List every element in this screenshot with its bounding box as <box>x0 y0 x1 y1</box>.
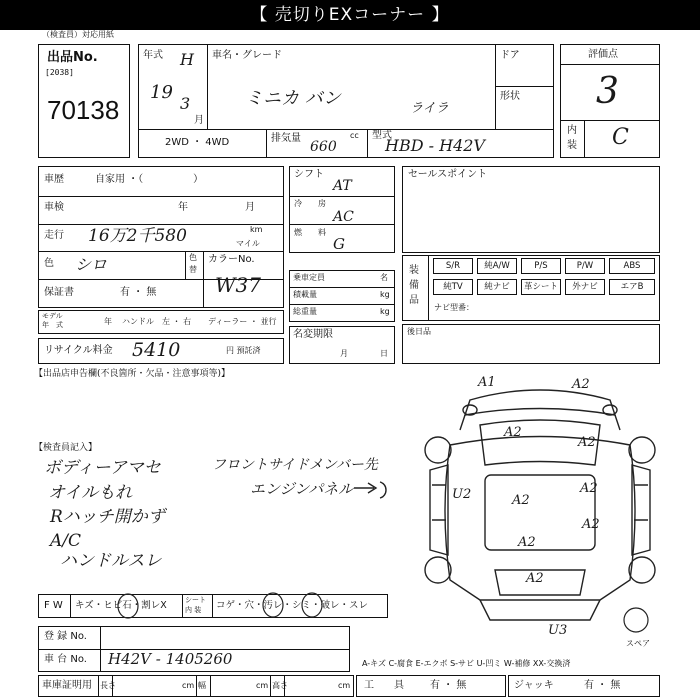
car-damage-diagram <box>410 370 670 640</box>
displacement-unit: cc <box>350 131 359 140</box>
color-no-label: カラーNo. <box>208 254 255 265</box>
damage-mark: A2 <box>572 377 590 392</box>
model-year-unit: 年 <box>104 317 112 326</box>
color-change-1: 色 <box>189 253 197 262</box>
equipment-label-1: 装 <box>409 265 419 276</box>
length-unit: cm <box>182 681 195 690</box>
month-value: 3 <box>180 94 191 113</box>
load-unit: kg <box>380 290 390 299</box>
bracket-arrow-icon <box>352 478 392 502</box>
car-grade: ライラ <box>410 101 449 116</box>
navi-label: ナビ型番： <box>434 303 474 312</box>
height-label: 高さ <box>272 681 288 690</box>
fuel-value: G <box>333 235 345 253</box>
model-code-label: 型式 <box>372 130 392 141</box>
inspector-note: Rハッチ開かず <box>50 507 165 527</box>
post-delivery-box <box>402 324 660 364</box>
page-banner: 【 売切りEXコーナー 】 <box>0 0 700 30</box>
damage-mark: A2 <box>578 435 596 450</box>
jack-label: ジャッキ <box>514 680 554 691</box>
dealer-label: ディーラー ・ 並行 <box>208 317 277 326</box>
inspector-note: ハンドルスレ <box>60 551 162 571</box>
width-unit: cm <box>256 681 269 690</box>
lot-label: 出品No. <box>47 50 98 65</box>
reg-no-label: 登 録 No. <box>44 631 87 642</box>
top-note: （検査員）対応用紙 <box>42 30 114 39</box>
damage-mark: A1 <box>478 375 496 390</box>
total-weight-unit: kg <box>380 307 390 316</box>
spare-label: スペア <box>626 639 650 648</box>
equip-item: 純A/W <box>477 258 517 274</box>
fuel-label-2: 料 <box>318 228 326 237</box>
color-change-2: 替 <box>189 265 197 274</box>
garage-cert-label: 車庫証明用 <box>42 680 92 691</box>
interior-value: C <box>612 125 629 150</box>
recycle-label: リサイクル料金 <box>44 345 113 356</box>
color-label: 色 <box>44 258 54 269</box>
score-value: 3 <box>596 71 619 112</box>
car-name-label: 車名・グレード <box>212 50 282 61</box>
damage-mark: U3 <box>548 623 568 638</box>
color-value: シロ <box>75 255 108 274</box>
lot-number-box <box>38 44 130 158</box>
equip-item: 純ナビ <box>477 279 517 295</box>
circle-marks <box>100 588 360 624</box>
jack-value: 有 ・ 無 <box>584 680 621 691</box>
damage-mark: A2 <box>580 481 598 496</box>
month-unit: 月 <box>194 115 204 126</box>
inspector-note: ボディーアマセ <box>44 458 161 478</box>
sales-point-label: セールスポイント <box>408 169 488 180</box>
equip-item: P/S <box>521 258 561 274</box>
total-weight-label: 総重量 <box>293 307 317 316</box>
fw-label: F W <box>44 600 63 611</box>
damage-mark: U2 <box>452 487 472 502</box>
tools-label: 工 具 <box>364 680 404 691</box>
fuel-label-1: 燃 <box>294 228 302 237</box>
ac-label-1: 冷 <box>294 199 302 208</box>
damage-mark: A2 <box>526 571 544 586</box>
car-name: ミニカ バン <box>245 88 341 109</box>
seat-label-1: シート <box>185 596 206 604</box>
warranty-value: 有 ・ 無 <box>120 287 157 298</box>
model-year-label-2: 年 式 <box>42 321 63 329</box>
displacement-label: 排気量 <box>271 133 301 144</box>
reg-month-unit: 月 <box>340 349 348 358</box>
reg-day-unit: 日 <box>380 349 388 358</box>
ac-label-2: 房 <box>318 199 326 208</box>
height-unit: cm <box>338 681 351 690</box>
fw-items: キズ・ヒビ石・割レX <box>75 600 167 611</box>
damage-mark: A2 <box>512 493 530 508</box>
notice-label: 【出品店申告欄(不良箇所・欠品・注意事項等)】 <box>34 369 231 379</box>
lot-number: 70138 <box>47 95 120 125</box>
drive-label: 2WD ・ 4WD <box>165 137 230 148</box>
seat-label-2: 内 装 <box>185 606 202 614</box>
history-label: 車歴 <box>44 174 64 185</box>
damage-mark: A2 <box>582 517 600 532</box>
post-delivery-label: 後日品 <box>407 327 431 336</box>
inspector-label: 【検査員記入】 <box>34 443 98 453</box>
equip-item: 外ナビ <box>565 279 605 295</box>
mileage-label: 走行 <box>44 230 64 241</box>
inspection-label: 車検 <box>44 202 64 213</box>
model-code-value: HBD - H42V <box>385 136 485 155</box>
chassis-label: 車 台 No. <box>44 654 87 665</box>
color-no-value: W37 <box>215 273 262 297</box>
equip-item: ABS <box>609 258 655 274</box>
inspection-month-unit: 月 <box>245 202 255 213</box>
capacity-unit: 名 <box>380 273 388 282</box>
inspector-note: A/C <box>50 531 82 551</box>
tools-value: 有 ・ 無 <box>430 680 467 691</box>
chassis-value: H42V - 1405260 <box>108 650 233 668</box>
warranty-label: 保証書 <box>44 287 74 298</box>
shape-label: 形状 <box>500 91 520 102</box>
year-era: H <box>180 50 194 69</box>
capacity-label: 乗車定員 <box>293 273 325 282</box>
equip-item: S/R <box>433 258 473 274</box>
interior-label-2: 装 <box>567 140 577 151</box>
year-value: 19 <box>150 82 173 103</box>
recycle-unit: 円 預託済 <box>226 346 261 355</box>
equip-item: P/W <box>565 258 605 274</box>
score-label: 評価点 <box>588 49 618 60</box>
year-label: 年式 <box>143 50 163 61</box>
history-value: 自家用 ・（ ） <box>95 174 204 185</box>
damage-legend: A-キズ C-腐食 E-エクボ S-サビ U-凹ミ W-補修 XX-交換済 <box>362 659 571 668</box>
shift-label: シフト <box>294 169 324 180</box>
recycle-value: 5410 <box>132 339 181 361</box>
ac-value: AC <box>333 209 354 225</box>
mileage-unit-km: km <box>250 225 263 234</box>
equipment-label-3: 品 <box>409 295 419 306</box>
equip-item: 純TV <box>433 279 473 295</box>
mileage-value: 16万2千580 <box>88 226 187 246</box>
damage-mark: A2 <box>518 535 536 550</box>
model-year-label-1: モデル <box>42 312 63 320</box>
reg-change-label: 名変期限 <box>293 329 333 340</box>
equip-item: 革シート <box>521 279 561 295</box>
mileage-unit-mile: マイル <box>236 239 260 248</box>
inspector-note: オイルもれ <box>48 483 133 503</box>
handle-label: ハンドル 左 ・ 右 <box>122 317 192 326</box>
door-label: ドア <box>500 50 520 61</box>
length-label: 長さ <box>100 681 116 690</box>
inspector-note-right: エンジンパネル <box>250 480 354 498</box>
width-label: 幅 <box>198 681 206 690</box>
interior-label-1: 内 <box>567 125 577 136</box>
seat-items: コゲ・穴・汚レ・シミ・破レ・スレ <box>216 600 369 611</box>
inspection-year-unit: 年 <box>178 202 188 213</box>
damage-mark: A2 <box>504 425 522 440</box>
inspector-note-right: フロントサイドメンバー先 <box>212 457 378 473</box>
equip-item: エアB <box>609 279 655 295</box>
lot-small: [2038] <box>45 68 74 77</box>
shift-value: AT <box>333 178 352 194</box>
load-label: 積載量 <box>293 290 317 299</box>
displacement-value: 660 <box>310 139 337 155</box>
equipment-label-2: 備 <box>409 280 419 291</box>
